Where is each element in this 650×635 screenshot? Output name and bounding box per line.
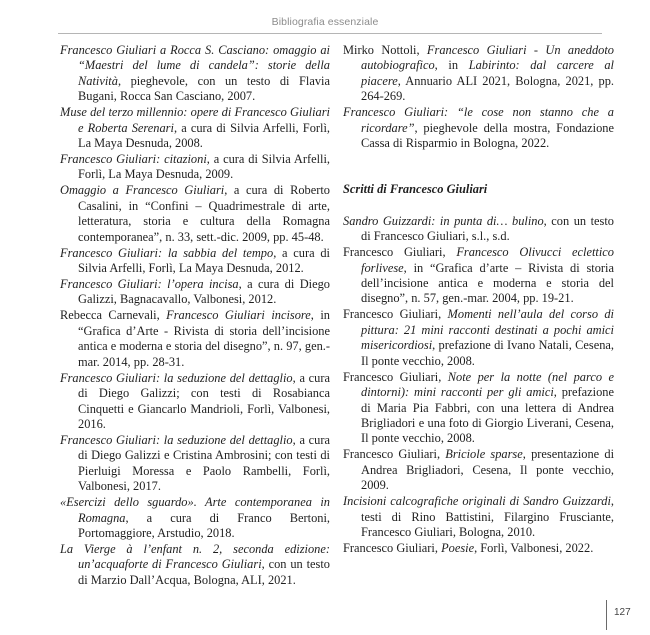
- entry-details: , a cura di Roberto Casalini, in “Confini – Quadrimestrale di arte, letteratura, storia e cultura della Romagna contemporanea”, n. 33, sett.-dic. 2009, pp. 45-48.: [78, 183, 330, 244]
- entry-details: , Annuario ALI 2021, Bologna, 2021, pp. 264-269.: [361, 73, 614, 104]
- bibliography-entry: [343, 105, 614, 151]
- entry-details: , a cura di Diego Galizzi; con testi di Rosabianca Cinquetti e Giancarlo Mandrioli, Forlì, Valbonesi, 2016.: [78, 370, 330, 431]
- bibliography-right-column: [343, 43, 614, 557]
- entry-details: , a cura di Silvia Arfelli, Forlì, La Maya Desnuda, 2008.: [78, 120, 330, 151]
- header-rule: [58, 33, 602, 34]
- entry-details: , pieghevole della mostra, Fondazione Cassa di Risparmio in Bologna, 2022.: [361, 120, 614, 151]
- bibliography-entry: [60, 183, 330, 245]
- entry-details: , con un testo di Marzio Dall’Acqua, Bologna, ALI, 2021.: [78, 557, 330, 587]
- bibliography-entry: [60, 371, 330, 433]
- entry-author: Francesco Giuliari,: [343, 369, 448, 384]
- bibliography-entry: [60, 246, 330, 277]
- entry-details: , pieghevole, con un testo di Flavia Bugani, Rocca San Casciano, 2007.: [78, 73, 330, 104]
- entry-title: Francesco Giuliari: la seduzione del dettaglio: [60, 370, 293, 385]
- writing-entry: [343, 307, 614, 369]
- entry-details: , a cura di Silvia Arfelli, Forlì, La Maya Desnuda, 2012.: [78, 245, 330, 276]
- section-heading: Scritti di Francesco Giuliari: [343, 182, 488, 197]
- writing-entry: [343, 214, 614, 245]
- entry-details: , a cura di Silvia Arfelli, Forlì, La Maya Desnuda, 2009.: [78, 152, 330, 182]
- entry-author: Francesco Giuliari,: [343, 245, 457, 260]
- entry-details: , a cura di Franco Bertoni, Portomaggiore, Arstudio, 2018.: [78, 510, 330, 540]
- entry-title: Francesco Giuliari: citazioni: [60, 152, 207, 167]
- entry-author: Francesco Giuliari,: [343, 447, 446, 462]
- entry-details: , con un testo di Francesco Giuliari, s.l., s.d.: [361, 213, 615, 244]
- entry-title: Momenti nell’aula del corso di pittura: 21 mini racconti destinati a pochi amici misericordiosi: [361, 307, 614, 353]
- entry-title: «Esercizi dello sguardo». Arte contemporanea in Romagna: [60, 495, 330, 525]
- entry-details: , prefazione di Maria Pia Fabbri, con una lettera di Andrea Brigliadori e una foto di Giorgio Liverani, Cesena, Il ponte vecchio, 2008.: [361, 385, 614, 446]
- writing-entry: [343, 494, 614, 540]
- bibliography-left-column: [60, 43, 330, 589]
- entry-details: , a cura di Diego Galizzi e Cristina Ambrosini; con testi di Pierluigi Moressa e Paolo Rambelli, Forlì, Valbonesi, 2017.: [78, 432, 330, 494]
- entry-container-title: Labirinto: dal carcere al piacere: [361, 58, 614, 88]
- bibliography-entry: [343, 43, 614, 105]
- bibliography-entry: [60, 152, 330, 183]
- bibliography-entry: [60, 542, 330, 588]
- entry-title: Sandro Guizzardi: in punta di… bulino: [343, 213, 544, 228]
- entry-author: Mirko Nottoli,: [343, 43, 427, 57]
- writing-entry: [343, 370, 614, 447]
- entry-author: Rebecca Carnevali,: [60, 308, 167, 323]
- bibliography-entry: [60, 495, 330, 541]
- entry-details: , testi di Rino Battistini, Filargino Frusciante, Francesco Giuliari, Bologna, 2010.: [361, 494, 614, 539]
- entry-title: Francesco Giuliari: “le cose non stanno che a ricordare”: [343, 105, 614, 135]
- writing-entry: [343, 447, 614, 493]
- bibliography-entry: [60, 308, 330, 370]
- entry-details: , in “Grafica d’arte – Rivista di storia dell’incisione antica e moderna e storia del disegno”, n. 57, gen.-mar. 2004, pp. 19-21.: [361, 260, 614, 306]
- entry-author: Francesco Giuliari,: [343, 307, 448, 322]
- entry-connector: , in: [434, 58, 469, 73]
- entry-title: Francesco Giuliari a Rocca S. Casciano: omaggio ai “Maestri del lume di candela”: storie della Natività: [60, 43, 330, 88]
- writing-entry: [343, 245, 614, 307]
- entry-details: , in “Grafica d’Arte - Rivista di storia dell’incisione antica e moderna e storia del disegno”, n. 97, gen.-mar. 2014, pp. 28-31.: [78, 308, 330, 369]
- entry-title: Muse del terzo millennio: opere di Francesco Giuliari e Roberta Serenari: [60, 105, 330, 135]
- entry-details: , Forlì, Valbonesi, 2022.: [474, 540, 594, 555]
- entry-details: , presentazione di Andrea Brigliadori, Cesena, Il ponte vecchio, 2009.: [361, 447, 615, 493]
- bibliography-entry: [60, 105, 330, 151]
- entry-title: Briciole sparse: [445, 447, 523, 462]
- entry-title: Incisioni calcografiche originali di Sandro Guizzardi: [343, 494, 611, 509]
- entry-title: Poesie: [441, 540, 475, 555]
- entry-title: La Vierge à l’enfant n. 2, seconda edizione: un’acquaforte di Francesco Giuliari: [60, 541, 330, 572]
- entry-details: , a cura di Diego Galizzi, Bagnacavallo, Valbonesi, 2012.: [78, 277, 330, 307]
- writing-entry: [343, 541, 614, 556]
- bibliography-entry: [60, 43, 330, 105]
- entry-title: Francesco Giuliari - Un aneddoto autobiografico: [361, 43, 614, 73]
- entry-title: Francesco Giuliari: la sabbia del tempo: [60, 245, 274, 260]
- entry-title: Francesco Giuliari: l’opera incisa: [60, 277, 239, 292]
- entry-title: Note per la notte (nel parco e dintorni): mini racconti per gli amici: [361, 369, 614, 400]
- bibliography-entry: [60, 277, 330, 308]
- running-header: Bibliografia essenziale: [271, 16, 379, 28]
- entry-author: Francesco Giuliari,: [343, 540, 442, 555]
- entry-details: , prefazione di Ivano Natali, Cesena, Il ponte vecchio, 2008.: [361, 338, 614, 368]
- bibliography-entry: [60, 433, 330, 495]
- entry-title: Francesco Olivucci eclettico forlivese: [361, 245, 614, 275]
- entry-title: Omaggio a Francesco Giuliari: [60, 183, 225, 198]
- entry-title: Francesco Giuliari incisore: [166, 308, 311, 323]
- page-number: 127: [614, 607, 631, 618]
- page-number-rule: [606, 600, 607, 630]
- entry-title: Francesco Giuliari: la seduzione del dettaglio: [60, 432, 293, 447]
